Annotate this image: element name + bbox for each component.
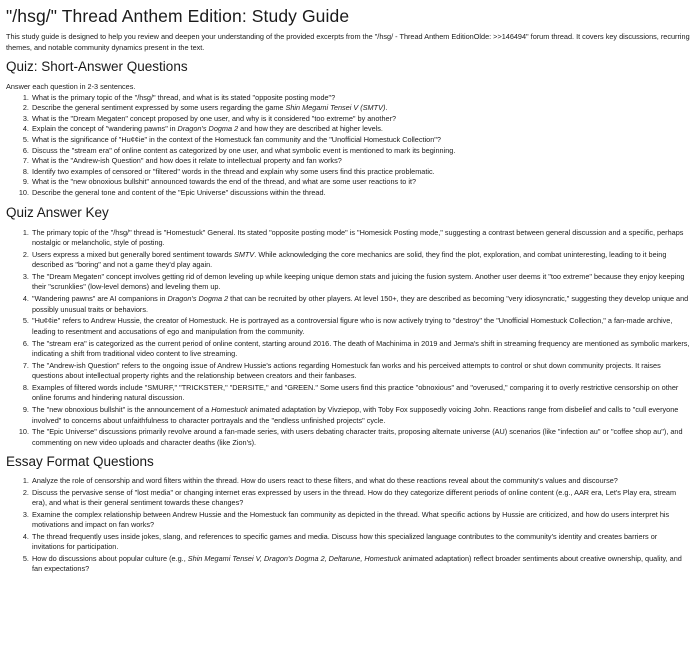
quiz-question bbox=[31, 188, 690, 199]
italic-title-text: Dragon's Dogma 2 bbox=[177, 124, 239, 134]
item-text: "Wandering pawns" are AI companions in bbox=[32, 294, 168, 304]
answer-key-item bbox=[31, 427, 690, 448]
item-text: The "Epic Universe" discussions primarily revolve around a fan-made series, with users debating character traits, proposing alternate universe (AU) scenarios (like "infection au" or "coffee shop au"), and commenting on new video uploads and character deaths (like Zion's). bbox=[32, 427, 683, 447]
quiz-question bbox=[31, 114, 690, 125]
item-text: Describe the general tone and content of the "Epic Universe" discussions within the thread. bbox=[32, 188, 326, 198]
answer-key-heading: Quiz Answer Key bbox=[6, 204, 109, 220]
quiz-question bbox=[31, 124, 690, 135]
item-text: . bbox=[385, 103, 388, 113]
answer-key-item bbox=[31, 228, 690, 249]
item-text: that can be recruited by other players. At level 150+, they are described as becoming "very idiosyncratic," suggesting they develop unique and possibly unusual traits or behaviors. bbox=[32, 294, 689, 314]
item-text: Identify two examples of censored or "filtered" words in the thread and explain why some users find this practice problematic. bbox=[32, 166, 435, 176]
item-text: The "Dream Megaten" concept involves getting rid of demon leveling up while keeping unique demon stats and juicing the fusion system. Another user deems it "too extreme" because they enjoy keeping their "scrunklies" (low-level demons) and leveling them up. bbox=[32, 272, 685, 292]
quiz-question bbox=[31, 146, 690, 157]
answer-key-item bbox=[31, 339, 690, 360]
item-text: Users express a mixed but generally bored sentiment towards bbox=[32, 249, 234, 259]
item-text: animated adaptation) reflect broader sentiments about creative ownership, quality, and fan expectations? bbox=[32, 553, 682, 574]
intro-paragraph: This study guide is designed to help you review and deepen your understanding of the provided excerpts from the "/hsg/ - Thread Anthem EditionOlde: >>146494" forum thread. It covers key discussions, recurring themes, and notable community dynamics present in the text. bbox=[6, 32, 690, 52]
item-text: The "Andrew-ish Question" refers to the ongoing issue of Andrew Hussie's actions regarding Homestuck fan works and his perceived attempts to control or shut down community projects. It raises questions about intellectual property rights and the relationship between creators and their fanbases. bbox=[32, 360, 661, 381]
essay-question bbox=[31, 532, 690, 553]
answer-key-item bbox=[31, 361, 690, 382]
item-text: The "stream era" is categorized as the current period of online content, starting around 2016. The death of Machinima in 2019 and Jerma's shift in streaming frequency are mentioned as symbolic markers, indicating a shift from traditional video content to live streaming. bbox=[32, 338, 690, 359]
essay-question bbox=[31, 510, 690, 531]
item-text: How do discussions about popular culture (e.g., bbox=[32, 553, 188, 563]
quiz-question bbox=[31, 156, 690, 167]
answer-key-list bbox=[6, 228, 690, 449]
italic-title-text: SMTV bbox=[233, 249, 255, 259]
essay-question-list bbox=[6, 476, 690, 575]
quiz-question bbox=[31, 177, 690, 188]
answer-key-item bbox=[31, 405, 690, 426]
item-text: Examples of filtered words include "SMURF," "TRICKSTER," "DERSITE," and "GREEN." Some users find this practice "obnoxious" and "overused," comparing it to overly restrictive censorship on other online forums and hindering natural discussion. bbox=[32, 383, 679, 403]
essay-question bbox=[31, 476, 690, 487]
essay-question bbox=[31, 554, 690, 575]
page-title: "/hsg/" Thread Anthem Edition: Study Guide bbox=[6, 6, 350, 26]
item-text: What is the significance of "Hu¢¢ie" in the context of the Homestuck fan community and the "Unofficial Homestuck Collection"? bbox=[32, 135, 441, 145]
quiz-question bbox=[31, 93, 690, 104]
item-text: Discuss the pervasive sense of "lost media" or changing internet eras expressed by users in the thread. How do they categorize different periods of online content (e.g., AAR era, Let's Play era, stream era), and what is their general sentiment towards these changes? bbox=[32, 487, 677, 508]
essay-question bbox=[31, 488, 690, 509]
item-text: The primary topic of the "/hsg/" thread is "Homestuck" General. Its stated "opposite posting mode" is "Homesick Posting mode," suggesting a contrast between general discussion and a specific, perhaps nostalgic or melancholic, style of posting. bbox=[32, 227, 684, 248]
answer-key-item bbox=[31, 272, 690, 293]
quiz-question bbox=[31, 135, 690, 146]
answer-key-item bbox=[31, 316, 690, 337]
item-text: Analyze the role of censorship and word filters within the thread. How do users react to these filters, and what do these reactions reveal about the community's values and discourse? bbox=[32, 476, 618, 486]
italic-title-text: Shin Megami Tensei V, Dragon's Dogma 2, Deltarune, Homestuck bbox=[187, 553, 401, 563]
item-text: What is the "Andrew-ish Question" and how does it relate to intellectual property and fan works? bbox=[32, 156, 342, 166]
answer-key-item bbox=[31, 294, 690, 315]
italic-title-text: Shin Megami Tensei V (SMTV) bbox=[285, 103, 386, 113]
quiz-heading: Quiz: Short-Answer Questions bbox=[6, 59, 188, 75]
quiz-question bbox=[31, 167, 690, 178]
item-text: Examine the complex relationship between Andrew Hussie and the Homestuck fan community as depicted in the thread. What specific actions by Hussie are criticized, and how do users interpret his motivations and impact on fan works? bbox=[32, 509, 670, 530]
item-text: The "new obnoxious bullshit" is the announcement of a bbox=[32, 405, 212, 415]
item-text: "Hu¢¢ie" refers to Andrew Hussie, the creator of Homestuck. He is portrayed as a controversial figure who is now actively trying to "destroy" the "Unofficial Homestuck Collection," a fan-made archive, leading to resentment and accusations of ego and manipulation from the community. bbox=[32, 316, 673, 336]
answer-key-item bbox=[31, 383, 690, 404]
item-text: . While acknowledging the core mechanics are solid, they find the plot, exploration, and combat uninteresting, leading to it being described as "boring" and not a game they'd play again. bbox=[32, 249, 667, 270]
item-text: What is the "Dream Megaten" concept proposed by one user, and why is it considered "too extreme" by another? bbox=[32, 113, 397, 123]
item-text: Describe the general sentiment expressed by some users regarding the game bbox=[32, 103, 286, 113]
item-text: What is the "new obnoxious bullshit" announced towards the end of the thread, and what are some user reactions to it? bbox=[32, 177, 417, 187]
italic-title-text: Dragon's Dogma 2 bbox=[167, 294, 229, 304]
item-text: Discuss the "stream era" of online content as categorized by one user, and what symbolic event is mentioned to mark its beginning. bbox=[32, 145, 456, 155]
quiz-question-list bbox=[6, 93, 690, 199]
item-text: The thread frequently uses inside jokes, slang, and references to specific games and media. Discuss how this specialized language contributes to the community's identity and creates barriers or invitations for participation. bbox=[32, 531, 658, 552]
item-text: animated adaptation by Vivziepop, with Toby Fox supposedly voicing John. Reactions range from disbelief and calls to "cull everyone involved" to concerns about unfaithfulness to character portrayals and the "endless unfinished projects" cycle. bbox=[32, 405, 679, 425]
quiz-instruction: Answer each question in 2-3 sentences. bbox=[6, 82, 136, 92]
italic-title-text: Homestuck bbox=[211, 405, 248, 415]
answer-key-item bbox=[31, 250, 690, 271]
item-text: What is the primary topic of the "/hsg/" thread, and what is its stated "opposite posting mode"? bbox=[32, 92, 336, 102]
quiz-question bbox=[31, 103, 690, 114]
essay-heading: Essay Format Questions bbox=[6, 454, 154, 470]
item-text: and how they are described at higher levels. bbox=[238, 124, 383, 134]
item-text: Explain the concept of "wandering pawns" in bbox=[32, 124, 178, 134]
